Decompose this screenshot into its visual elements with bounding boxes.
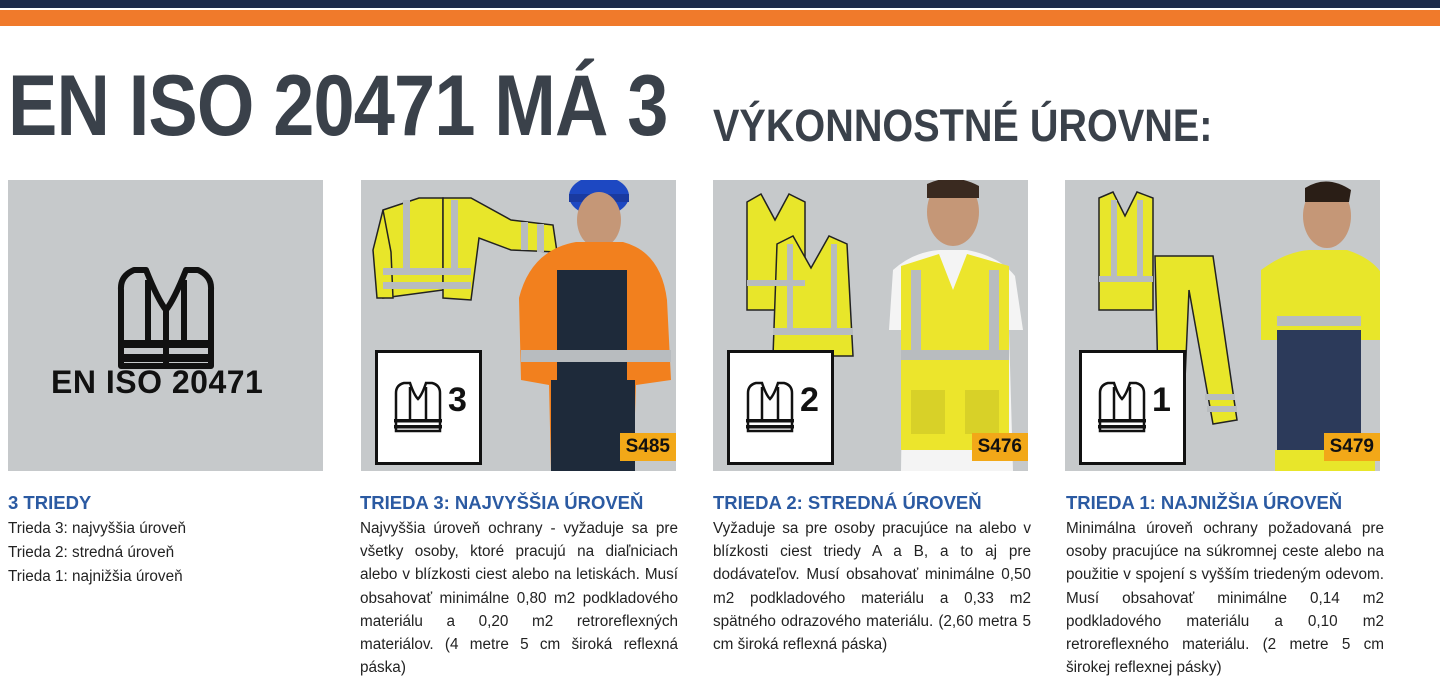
- class1-panel: [1065, 180, 1380, 471]
- class-number: 3: [448, 381, 467, 419]
- column-title: 3 TRIEDY: [8, 492, 92, 513]
- class3-description-column: [360, 491, 678, 679]
- class2-panel: [713, 180, 1028, 471]
- class3-panel: [361, 180, 676, 471]
- top-orange-stripe: [0, 10, 1440, 26]
- page-subtitle: VÝKONNOSTNÉ ÚROVNE:: [713, 100, 1213, 151]
- product-code-badge: S476: [972, 433, 1028, 461]
- classes-summary-column: [8, 491, 326, 589]
- class-number: 1: [1152, 381, 1171, 419]
- column-text: Najvyššia úroveň ochrany - vyžaduje sa pre všetky osoby, ktoré pracujú na diaľniciach alebo v blízkosti ciest alebo na letiskách. Musí obsahovať minimálne 0,80 m2 podkladového materiálu a 0,20 m2 retroreflexných materiálov. (4 metre 5 cm široká reflexná páska): [360, 520, 678, 677]
- class1-description-column: [1066, 491, 1384, 679]
- iso-label: EN ISO 20471: [51, 364, 264, 400]
- column-title: TRIEDA 2: STREDNÁ ÚROVEŇ: [713, 492, 982, 513]
- vest-icon: [388, 377, 448, 437]
- list-item: Trieda 1: najnižšia úroveň: [8, 568, 183, 585]
- vest-icon: [740, 377, 800, 437]
- list-item: Trieda 3: najvyššia úroveň: [8, 520, 186, 537]
- class2-vest-box: [727, 350, 834, 465]
- column-text: Vyžaduje sa pre osoby pracujúce na alebo v blízkosti ciest triedy A a B, a to aj pre dodávateľov. Musí obsahovať minimálne 0,50 m2 podkladového materiálu a 0,33 m2 spätného odrazového materiálu. (2,60 metra 5 cm široká reflexná páska): [713, 520, 1031, 654]
- list-item: Trieda 2: stredná úroveň: [8, 544, 175, 561]
- class-number: 2: [800, 381, 819, 419]
- class3-vest-box: [375, 350, 482, 465]
- top-navy-stripe: [0, 0, 1440, 8]
- vest-icon: [1092, 377, 1152, 437]
- product-code-badge: S485: [620, 433, 676, 461]
- column-text: Minimálna úroveň ochrany požadovaná pre osoby pracujúce na súkromnej ceste alebo na použitie v spojení s vyšším triedeným odevom. Musí obsahovať minimálne 0,14 m2 podkladového materiálu a 0,10 m2 retroreflexného materiálu. (2 metre 5 cm širokej reflexnej pásky): [1066, 520, 1384, 677]
- product-code-badge: S479: [1324, 433, 1380, 461]
- class1-vest-box: [1079, 350, 1186, 465]
- iso-standard-panel: [8, 180, 323, 471]
- column-title: TRIEDA 1: NAJNIŽŠIA ÚROVEŇ: [1066, 492, 1343, 513]
- page-title: EN ISO 20471 MÁ 3: [8, 58, 668, 154]
- hi-vis-vest-icon: [8, 180, 323, 471]
- class2-description-column: [713, 491, 1031, 656]
- column-title: TRIEDA 3: NAJVYŠŠIA ÚROVEŇ: [360, 492, 644, 513]
